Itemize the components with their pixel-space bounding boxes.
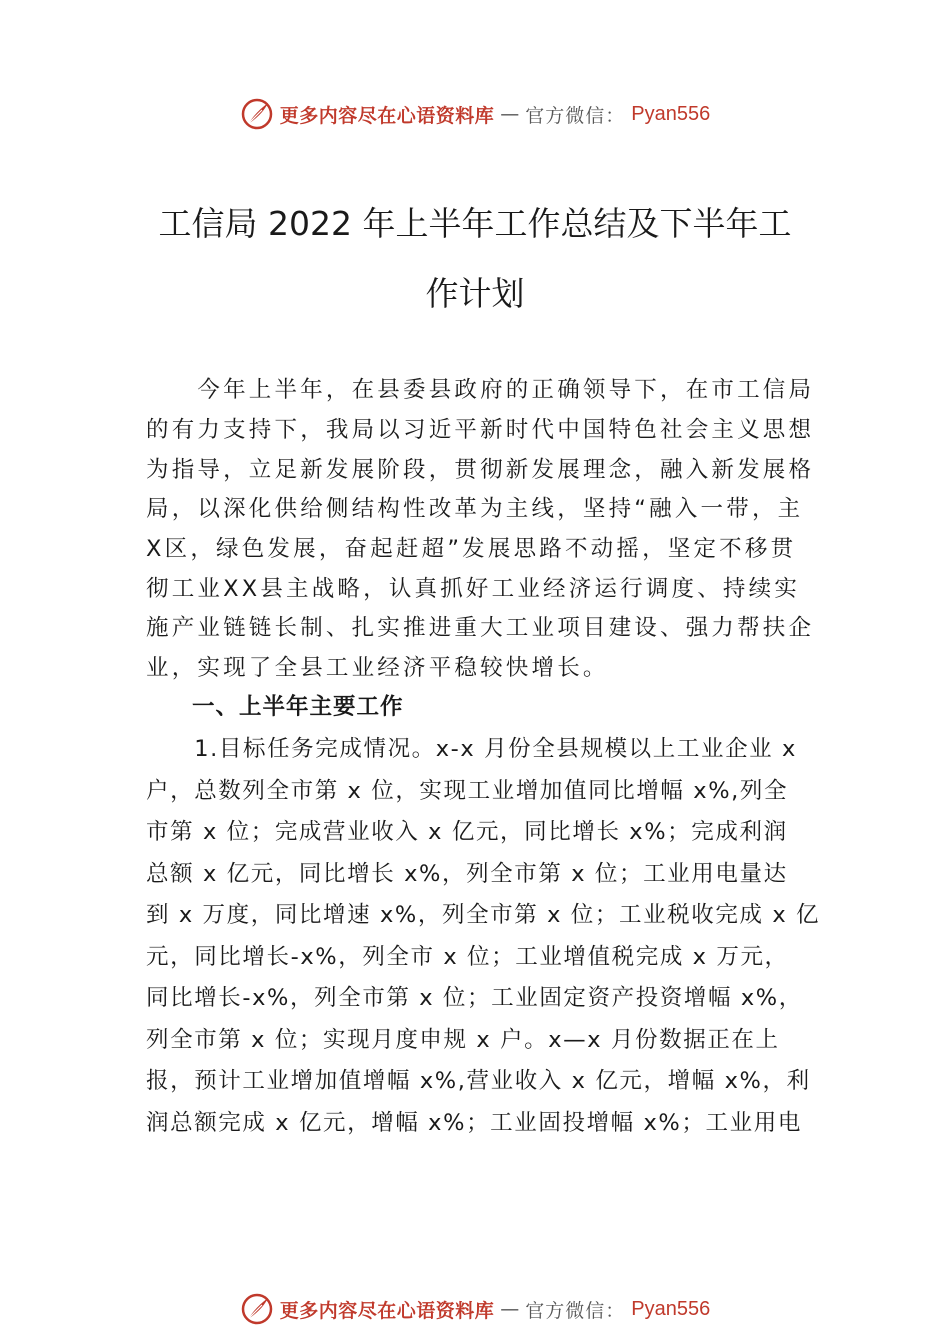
paragraph-line: 为指导，立足新发展阶段，贯彻新发展理念，融入新发展格 (146, 457, 815, 483)
paragraph-line: 到 x 万度，同比增速 x%，列全市第 x 位；工业税收完成 x 亿 (146, 902, 821, 928)
paragraph-line: 润总额完成 x 亿元，增幅 x%；工业固投增幅 x%；工业用电 (146, 1110, 802, 1136)
paragraph-line: 的有力支持下，我局以习近平新时代中国特色社会主义思想 (146, 417, 815, 443)
paragraph-line: 元，同比增长-x%，列全市 x 位；工业增值税完成 x 万元， (146, 944, 789, 970)
paragraph-line: 局，以深化供给侧结构性改革为主线，坚持“融入一带，主 (146, 496, 804, 522)
paragraph-line: 报，预计工业增加值增幅 x%,营业收入 x 亿元，增幅 x%，利 (146, 1068, 811, 1094)
paragraph-line: 总额 x 亿元，同比增长 x%，列全市第 x 位；工业用电量达 (146, 861, 788, 887)
watermark-brand: 更多内容尽在心语资料库 (279, 1299, 495, 1322)
paragraph-line: X区，绿色发展，奋起赶超”发展思路不动摇，坚定不移贯 (146, 536, 797, 562)
paragraph-line: 同比增长-x%，列全市第 x 位；工业固定资产投资增幅 x%， (146, 985, 803, 1011)
watermark-handle: Pyan556 (631, 1297, 711, 1320)
watermark-separator: — (500, 103, 520, 125)
footer-watermark (0, 1289, 950, 1329)
paragraph-line: 彻工业XX县主战略，认真抓好工业经济运行调度、持续实 (146, 576, 801, 602)
paragraph-line: 业，实现了全县工业经济平稳较快增长。 (146, 655, 609, 681)
paragraph-line: 市第 x 位；完成营业收入 x 亿元，同比增长 x%；完成利润 (146, 819, 788, 845)
watermark-contact-label: 官方微信： (525, 104, 626, 127)
paragraph-line: 施产业链链长制、扎实推进重大工业项目建设、强力帮扶企 (146, 615, 815, 641)
watermark-separator: — (500, 1298, 520, 1320)
feather-pen-logo-icon (240, 1292, 274, 1326)
document-title-line-1: 工信局 2022 年上半年工作总结及下半年工 (158, 204, 792, 243)
watermark-brand: 更多内容尽在心语资料库 (279, 104, 495, 127)
header-watermark (0, 94, 950, 134)
feather-pen-logo-icon (240, 97, 274, 131)
watermark-handle: Pyan556 (631, 102, 711, 125)
paragraph-line: 列全市第 x 位；实现月度申规 x 户。x—x 月份数据正在上 (146, 1027, 780, 1053)
watermark-contact-label: 官方微信： (525, 1299, 626, 1322)
paragraph-line: 户，总数列全市第 x 位，实现工业增加值同比增幅 x%,列全 (146, 778, 789, 804)
document-title-line-2: 作计划 (425, 274, 525, 313)
paragraph-line: 1.目标任务完成情况。x-x 月份全县规模以上工业企业 x (146, 736, 797, 762)
section-heading: 一、上半年主要工作 (192, 694, 404, 720)
paragraph-line: 今年上半年，在县委县政府的正确领导下，在市工信局 (146, 377, 815, 403)
